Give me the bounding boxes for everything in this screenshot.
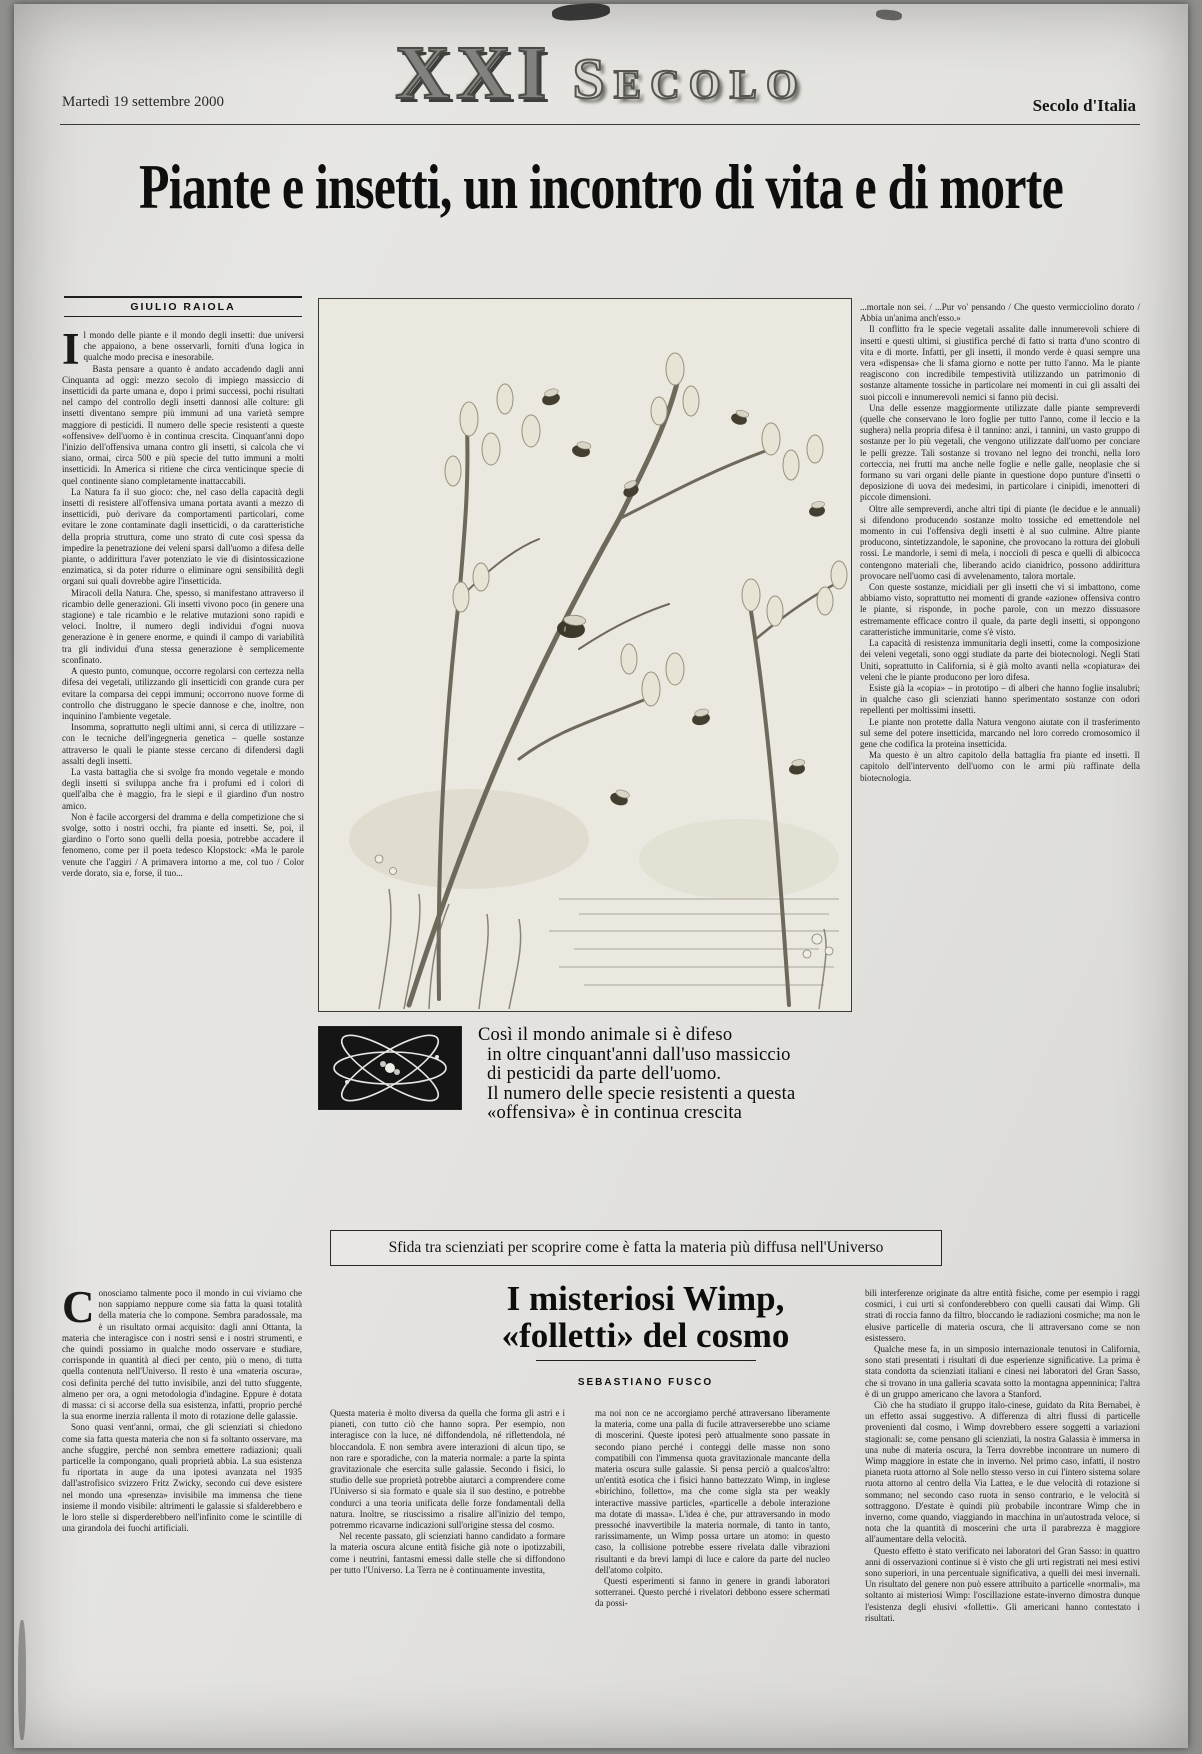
drop-cap: C [62,1288,95,1332]
paragraph: Insomma, soprattutto negli ultimi anni, si cerca di utilizzare – con le tecniche dell'ingegneria genetica – quelle sostanze attraverso le quali le piante stesse cercano di difendersi dagli assalti degli insetti. [62,722,304,766]
scan-artifact [18,1620,26,1740]
second-article-column-2 [330,1408,565,1744]
paragraph: Conosciamo talmente poco il mondo in cui viviamo che non sappiamo neppure come sia fatta la quasi totalità della materia che lo compone. Sembra paradossale, ma è un risultato ormai acquisito: dagli anni Ottanta, la materia che interagisce con i nostri sensi e i nostri strumenti, e che quindi possiamo in qualche modo osservare e studiare, corrisponde in quantità al dieci per cento, più o meno, di tutta quella contenuta nell'Universo. Il resto è una «materia oscura», così definita perché del tutto invisibile, anzi del tutto sfuggente, almeno per ora, a ogni metodologia d'indagine. Eppure è dotata di massa: ci si accorse della sua esistenza, infatti, proprio perché la sua enorme inerzia rallenta il moto di rotazione delle galassie. [62,1288,302,1422]
paragraph: «offensiva» è in continua crescita [487,1103,743,1123]
paragraph: Questa materia è molto diversa da quella che forma gli astri e i pianeti, con tutto ciò che hanno sopra. Per esempio, non interagisce con la luce, né diffondendola, né riflettendola, né bloccandola. E non sembra avere interazioni di alcun tipo, se non rare e sporadiche, con la materia normale: a parte la spinta gravitazionale che esercita sulle galassie. Secondo i fisici, lo studio delle sue proprietà potrebbe aiutarci a comprendere come l'Universo si sia formato e quale sia il suo destino, e potrebbe condurci a una teoria unificata delle forze fondamentali della natura. Inoltre, se riuscissimo a risalire all'inizio del tempo, potremmo ricavarne indicazioni sull'origine stessa del cosmo. [330,1408,565,1531]
second-article-column-3 [595,1408,830,1744]
paragraph: bili interferenze originate da altre entità fisiche, come per esempio i raggi cosmici, i cui urti si confonderebbero con quelli causati dai Wimp. Gli strati di roccia fanno da filtro, bloccando le radiazioni cosmiche; ma non le elusive particelle di materia oscura, che li attraversano come se non esistessero. [865,1288,1140,1343]
paragraph: Nel recente passato, gli scienziati hanno candidato a formare la materia oscura alcune entità fisiche già note o ipotizzabili, come i neutrini, fantasmi emessi dalle stelle che si diffondono per tutto l'Universo. La Terra ne è continuamente investita, [330,1531,565,1575]
paragraph: Basta pensare a quanto è andato accadendo dagli anni Cinquanta ad oggi: mezzo secolo di impiego massiccio di insetticidi da parte umana e, dopo i primi successi, pochi risultati nel campo del controllo degli insetti dannosi alle colture: gli insetti diventano sempre più immuni ad una varietà sempre maggiore di pesticidi. Il numero delle specie resistenti a queste «offensive» dell'uomo è in continua crescita. Cinquant'anni dopo l'inizio dell'offensiva umana contro gli insetti, si calcola che vi siano, ormai, circa 500 e più specie del tutto immuni a molti insetticidi. In America si ritiene che circa venticinque specie di quel continente siano completamente inattaccabili. [62,363,304,486]
paragraph: Con queste sostanze, micidiali per gli insetti che vi si imbattono, come abbiamo visto, soprattutto nei momenti di grande «azione» offensiva contro le piante, si risponde, in poche parole, con un mezzo dissuasore estremamente efficace contro il quale, da parte degli insetti, si oppongono caratteristiche immunitarie, come s'è visto. [860,582,1140,637]
paragraph: La capacità di resistenza immunitaria degli insetti, come la composizione dei veleni vegetali, sono oggi studiate da parte dei biotecnologi. Negli Stati Uniti, soprattutto in California, si è già molto avanti nella «copiatura» dei veleni che le piante producono per loro difesa. [860,638,1140,682]
main-headline: Piante e insetti, un incontro di vita e di morte [139,151,1063,222]
byline-sebastiano-fusco: SEBASTIANO FUSCO [536,1360,756,1401]
kicker: Sfida tra scienziati per scoprire come è fatta la materia più diffusa nell'Universo [330,1230,942,1266]
second-article-column-1 [62,1288,302,1744]
paragraph: La Natura fa il suo gioco: che, nel caso della capacità degli insetti di resistere all'offensiva umana portata avanti a mezzo di insetticidi, può derivare da comportamenti particolari, come evitare le zone contaminate dagli insetticidi, o da caratteristiche della propria struttura, come uno strato di cute così spessa da impedire la penetrazione dei veleni sparsi dall'uomo a difesa delle piante, o addirittura l'aver potenziato le vie di disintossicazione enzimatica, sì da poter ridurre o eliminare ogni sensibilità degli organi sui quali dovrebbe agire l'insetticida. [62,486,304,587]
byline-giulio-raiola: GIULIO RAIOLA [64,296,302,317]
paragraph: Il mondo delle piante e il mondo degli insetti: due universi che appaiono, a bene osservarli, forniti d'una logica in qualche modo precisa e inesorabile. [62,330,304,374]
paragraph: Questi esperimenti si fanno in genere in grandi laboratori sotterranei. Questo perché i rivelatori debbono essere schermati da possi- [595,1576,830,1609]
newspaper-brand: Secolo d'Italia [1032,96,1136,115]
main-article-left-column [62,330,304,1108]
drop-cap: I [62,330,80,374]
header-rule [60,124,1140,125]
masthead-xxi: XXI [395,31,553,115]
paragraph: Una delle essenze maggiormente utilizzate dalle piante sempreverdi (quelle che conservano le loro foglie per tutto l'anno, come il leccio e la sughera) nella propria difesa è il tannino: anzi, i tannini, un vasto gruppo di sostanze per lo più vegetali, che vengono utilizzate dall'uomo per conciare le pelli grezze. Tali sostanze si trovano nel legno dei tronchi, nella loro corteccia, nei frutti ma anche nelle foglie e nelle galle, neoplasie che si formano su vari organi delle piante in questione dopo punture d'insetti o deposizione di uova dei medesimi, in particolare i cinipidi, imenotteri di piccole dimensioni. [860,402,1140,503]
paragraph: di pesticidi da parte dell'uomo. [487,1064,722,1084]
second-article-column-4 [865,1288,1140,1744]
plants-and-bees-illustration [318,298,852,1012]
paragraph: Esiste già la «copia» – in prototipo – di alberi che hanno foglie insalubri; in qualche caso gli scienziati hanno sperimentato sostanze con odori repellenti per moltissimi insetti. [860,682,1140,716]
paragraph: Così il mondo animale si è difeso [478,1025,733,1045]
paragraph: Sono quasi vent'anni, ormai, che gli scienziati si chiedono come sia fatta questa materia che non si fa soltanto osservare, ma anche sfuggire, perché non sembra emettere radiazioni; quali particelle la compongano, quali proprietà abbia. La sua esistenza fu riportata in auge da una ipotesi avanzata nel 1935 dall'astrofisico svizzero Fritz Zwicky, secondo cui deve esistere nel mondo una «presenza» invisibile ma immensa che tiene insieme il mondo visibile: altrimenti le galassie si sfalderebbero e le loro stelle si disperderebbero nell'infinito come le scintille di una girandola dei fuochi artificiali. [62,1422,302,1534]
second-headline-line2: «folletti» del cosmo [501,1316,790,1355]
paragraph: A questo punto, comunque, occorre regolarsi con certezza nella difesa dei vegetali, utilizzando gli insetticidi con grande cura per evitare la comparsa dei ceppi immuni; occorrono nuove forme di controllo che distruggano le specie dannose e che, inoltre, non inquinino l'ambiente vegetale. [62,666,304,721]
masthead-secolo: Secolo [572,46,807,111]
paragraph: Oltre alle sempreverdi, anche altri tipi di piante (le decidue e le annuali) si difendono producendo sostanze molto tossiche ed emettendole nel momento in cui l'offensiva degli insetti è al suo culmine. Altre piante producono, sintetizzandole, le saponine, che provocano la rottura dei globuli rossi. Le mandorle, i semi di mela, i noccioli di pesca e quelli di albicocca contengono materiali che, liberando acido cianidrico, possono addirittura provocare nell'uomo casi di avvelenamento, talora mortale. [860,503,1140,581]
second-headline-line1: I misteriosi Wimp, [506,1279,785,1318]
dateline: Martedì 19 settembre 2000 [62,94,225,110]
paragraph: Ciò che ha studiato il gruppo italo-cinese, guidato da Rita Bernabei, è un effetto assai suggestivo. A differenza di altri flussi di particelle provenienti dal cosmo, i Wimp dovrebbero essere soggetti a variazioni stagionali: se, come pensano gli scienziati, la nostra Galassia è immersa in una nube di materia oscura, la Terra dovrebbe incontrare un numero di Wimp maggiore in estate che in inverno. Nel primo caso, infatti, il nostro pianeta ruota attorno al Sole nello stesso verso in cui l'intero sistema solare ruota attorno al centro della Via Lattea, e le due velocità di rotazione si sommano; nel secondo caso ruota in senso contrario, e le velocità si sottraggono. D'estate è quindi più probabile incontrare Wimp che in inverno, come quando, viaggiando in macchina in un'autostrada veloce, si nota che la quantità di moscerini che urta il parabrezza è maggiore all'aumentare della velocità. [865,1400,1140,1545]
second-headline [408,1280,883,1401]
paragraph: Il conflitto fra le specie vegetali assalite dalle innumerevoli schiere di insetti e questi ultimi, si giustifica perché di fatto si tratta d'uno scontro di vita e di morte. Infatti, per gli insetti, il mondo verde è quasi sempre una vera «dispensa» che li sfama giorno e notte per tutto l'anno. Ma le piante reagiscono con incredibile tempestività utilizzando un patrimonio di sostanze altamente tossiche in particolare nei momenti in cui gli assalti dei suoi piccoli e innumerevoli nemici si fanno più decisi. [860,324,1140,402]
paragraph: ma noi non ce ne accorgiamo perché attraversano liberamente la materia, come una palla di fucile attraverserebbe uno sciame di moscerini. Queste ipotesi però attualmente sono passate in secondo piano perché i conteggi delle masse non sono compatibili con l'immensa quota gravitazionale mancante della materia oscura sulle galassie. Si pensa perciò a qualcos'altro: un'entità esotica che i fisici hanno battezzato Wimp, in inglese «birichino, folletto», ma che come sigla sta per weakly interactive massive particles, «particelle a debole interazione ma dotate di massa». L'idea è che, pur attraversando in modo pressoché inavvertibile la materia normale, di tanto in tanto, rarissimamente, un Wimp possa urtare un atomo: in questo caso, la collisione potrebbe essere rivelata dalle vibrazioni risultanti e da brevi lampi di luce e calore da parte del nucleo dell'atomo colpito. [595,1408,830,1575]
botanical-sketch [319,299,851,1011]
paragraph: Le piante non protette dalla Natura vengono aiutate con il trasferimento sul seme del potere insetticida, marcando nel loro corredo cromosomico il gene che codifica la proteina insetticida. [860,716,1140,749]
paragraph: in oltre cinquant'anni dall'uso massiccio [487,1044,791,1065]
atom-illustration [318,1026,462,1110]
paragraph: Il numero delle specie resistenti a questa [487,1083,796,1104]
paragraph: Miracoli della Natura. Che, spesso, si manifestano attraverso il ricambio delle generazioni. Gli insetti vivono poco (in genere una stagione) e tale ricambio e le relative mutazioni sono rapidi e veloci. Inoltre, il numero degli individui d'ogni nuova generazione è in genere enorme, e quindi il campo di variabilità tra gli individui d'una stessa generazione è semplicemente sconfinato. [62,587,304,665]
paragraph: Qualche mese fa, in un simposio internazionale tenutosi in California, sono stati presentati i risultati di due esperienze significative. La prima è stata condotta da scienziati italiani e cinesi nei laboratori del Gran Sasso, che si trovano in una galleria scavata sotto la montagna appenninica; l'altra è di un gruppo americano che lavora a Stanford. [865,1344,1140,1399]
paragraph: Questo effetto è stato verificato nei laboratori del Gran Sasso: in quattro anni di osservazioni continue si è visto che gli urti registrati nei mesi estivi sono superiori, in una percentuale significativa, a quelli dei mesi invernali. Un risultato del genere non può essere attribuito a particelle «normali», ma soltanto ai misteriosi Wimp: l'oscillazione estate-inverno dimostra dunque l'esistenza degli elusivi «folletti». Gli americani hanno contestato i risultati. [865,1545,1140,1623]
paragraph: Ma questo è un altro capitolo della battaglia fra piante ed insetti. Il capitolo dell'intervento dell'uomo con le armi più raffinate della biotecnologia. [860,750,1140,783]
paragraph: ...mortale non sei. / ...Pur vo' pensando / Che questo vermicciolino dorato / Abbia un'anima anch'esso.» [860,302,1140,324]
paragraph: Non è facile accorgersi del dramma e della competizione che si svolge, sotto i nostri occhi, fra piante ed insetti. Se, poi, il giardino o l'orto sono quelli della poesia, potrebbe accadere il fenomeno, come per il poeta tedesco Klopstock: «Ma le parole venute che l'aggiri / A primavera intorno a me, col tuo / Color verde dorato, sia e, forse, il tuo... [62,811,304,878]
paragraph: La vasta battaglia che si svolge fra mondo vegetale e mondo degli insetti si sviluppa anche fra i profumi ed i colori di quell'alba che è maggio, fra le siepi e il giardino d'un nostro amico. [62,766,304,811]
main-article-right-column [860,302,1140,1108]
atom-orbits [319,1027,461,1109]
pull-quote [478,1026,868,1124]
